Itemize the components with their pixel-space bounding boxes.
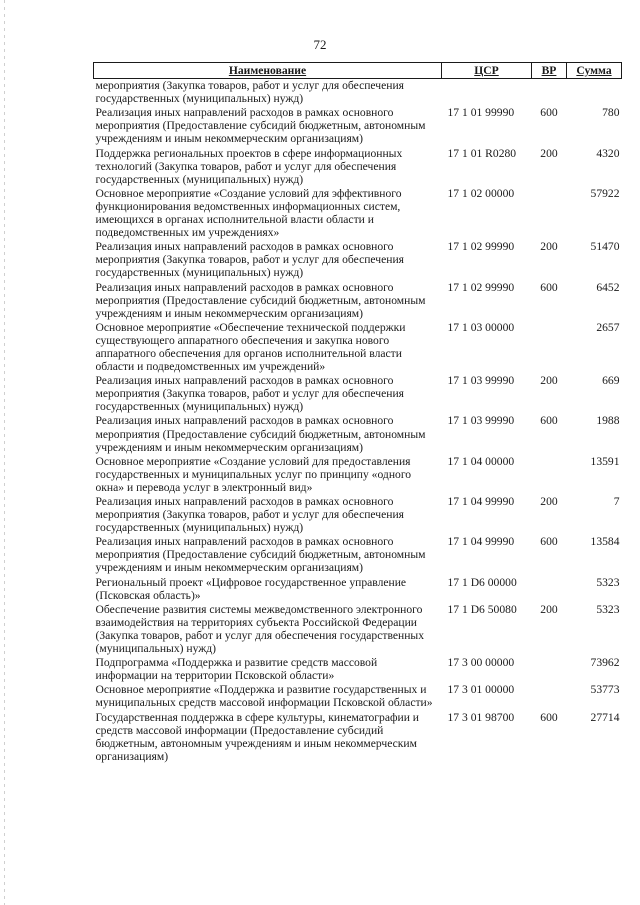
row-sum-cell: 73962 <box>590 656 620 670</box>
table-header-row <box>94 63 622 79</box>
row-vr-cell <box>532 656 567 683</box>
row-csr-cell: 17 1 04 00000 <box>447 454 515 468</box>
table-row <box>94 106 622 146</box>
row-csr-cell: 17 1 01 99990 <box>447 106 515 120</box>
row-sum-cell: 7 <box>613 495 620 508</box>
row-vr-cell <box>532 455 567 495</box>
row-vr-cell: 200 <box>540 374 558 388</box>
table-row <box>94 147 622 187</box>
scan-edge <box>4 0 5 905</box>
page-number: 72 <box>313 37 327 52</box>
row-name-cell: Обеспечение развития системы межведомственного электронного взаимодействия на территориях субъекта Российской Федерации (Закупка товаров, работ и услуг для обеспечения государственных (муниципальных) нужд) <box>95 602 424 656</box>
row-sum-cell <box>567 79 622 107</box>
row-sum-cell: 669 <box>602 374 620 388</box>
row-name-cell: Реализация иных направлений расходов в рамках основного мероприятия (Закупка товаров, работ и услуг для обеспечения государственных (муниципальных) нужд) <box>95 374 404 414</box>
row-name-cell: Подпрограмма «Поддержка и развитие средств массовой информации на территории Псковской области» <box>95 656 378 683</box>
header-vr: ВР <box>532 63 567 79</box>
row-sum-cell: 13591 <box>590 454 620 468</box>
row-csr-cell: 17 1 02 99990 <box>447 240 515 254</box>
row-name-cell: Основное мероприятие «Создание условий для предоставления государственных и муниципальных услуг по принципу «одного окна» и перевода услуг в электронный вид» <box>95 454 412 494</box>
budget-table <box>93 62 622 764</box>
row-csr-cell: 17 1 03 99990 <box>447 414 515 428</box>
row-name-cell: Основное мероприятие «Обеспечение технической поддержки существующего аппаратного обеспечения и закупка нового аппаратного обеспечения для органов исполнительной власти области и подведомственных им учреждений» <box>95 320 406 374</box>
row-csr-cell: 17 1 D6 00000 <box>447 575 517 589</box>
table-row <box>94 495 622 535</box>
row-vr-cell: 200 <box>540 146 558 160</box>
table-row <box>94 187 622 240</box>
row-csr-cell: 17 1 01 R0280 <box>447 146 517 160</box>
row-name-cell: Реализация иных направлений расходов в рамках основного мероприятия (Предоставление субсидий бюджетным, автономным учреждениям и иным некоммерческим организациям) <box>95 106 426 146</box>
table-row <box>94 656 622 683</box>
row-sum-cell: 5323 <box>596 575 620 589</box>
row-sum-cell: 780 <box>602 106 620 120</box>
row-sum-cell: 4320 <box>596 146 620 160</box>
row-csr-cell: 17 1 02 99990 <box>447 280 515 294</box>
row-vr-cell: 600 <box>540 535 558 549</box>
row-csr-cell: 17 1 D6 50080 <box>447 602 517 616</box>
table-row <box>94 576 622 603</box>
row-sum-cell: 27714 <box>590 710 620 724</box>
row-csr-cell: 17 1 04 99990 <box>447 495 515 508</box>
table-row <box>94 603 622 656</box>
row-sum-cell: 2657 <box>596 320 620 334</box>
row-vr-cell <box>532 683 567 710</box>
row-vr-cell: 600 <box>540 106 558 120</box>
row-name-cell: Региональный проект «Цифровое государственное управление (Псковская область)» <box>95 575 407 602</box>
row-csr-cell <box>442 79 532 107</box>
row-vr-cell: 200 <box>540 240 558 254</box>
table-row <box>94 240 622 280</box>
table-row <box>94 321 622 374</box>
row-csr-cell: 17 3 01 00000 <box>447 683 515 697</box>
row-sum-cell: 51470 <box>590 240 620 254</box>
row-name-cell: Основное мероприятие «Создание условий для эффективного функционирования ведомственных информационных систем, имеющихся в органах исполнительной власти области и подведомственных им учреждениях» <box>95 186 402 240</box>
row-name-cell: Реализация иных направлений расходов в рамках основного мероприятия (Предоставление субсидий бюджетным, автономным учреждениям и иным некоммерческим организациям) <box>95 280 426 320</box>
row-vr-cell: 600 <box>540 710 558 724</box>
row-csr-cell: 17 1 04 99990 <box>447 535 515 549</box>
row-name-cell: Реализация иных направлений расходов в рамках основного мероприятия (Предоставление субсидий бюджетным, автономным учреждениям и иным некоммерческим организациям) <box>95 535 426 575</box>
row-vr-cell: 200 <box>540 602 558 616</box>
row-sum-cell: 13584 <box>590 535 620 549</box>
row-name-cell: Поддержка региональных проектов в сфере информационных технологий (Закупка товаров, работ и услуг для обеспечения государственных (муниципальных) нужд) <box>95 146 403 186</box>
row-csr-cell: 17 1 03 00000 <box>447 320 515 334</box>
header-name: Наименование <box>94 63 442 79</box>
table-body <box>94 79 622 764</box>
row-sum-cell: 57922 <box>590 186 620 200</box>
table-row <box>94 535 622 575</box>
row-name-cell: Реализация иных направлений расходов в рамках основного мероприятия (Предоставление субсидий бюджетным, автономным учреждениям и иным некоммерческим организациям) <box>95 414 426 454</box>
row-sum-cell: 1988 <box>596 414 620 428</box>
row-sum-cell: 53773 <box>590 683 620 697</box>
row-csr-cell: 17 3 01 98700 <box>447 710 515 724</box>
row-vr-cell: 600 <box>540 280 558 294</box>
row-vr-cell <box>532 79 567 107</box>
table-row <box>94 683 622 710</box>
row-name-cell: мероприятия (Закупка товаров, работ и услуг для обеспечения государственных (муниципальных) нужд) <box>95 79 404 106</box>
header-sum: Сумма <box>567 63 622 79</box>
row-csr-cell: 17 1 02 00000 <box>447 186 515 200</box>
row-vr-cell: 600 <box>540 414 558 428</box>
table-row <box>94 455 622 495</box>
row-csr-cell: 17 3 00 00000 <box>447 656 515 670</box>
row-vr-cell <box>532 321 567 374</box>
table-row <box>94 414 622 454</box>
row-vr-cell: 200 <box>540 495 558 508</box>
table-row <box>94 374 622 414</box>
row-vr-cell <box>532 187 567 240</box>
table-row <box>94 711 622 764</box>
row-sum-cell: 6452 <box>596 280 620 294</box>
row-name-cell: Реализация иных направлений расходов в рамках основного мероприятия (Закупка товаров, работ и услуг для обеспечения государственных (муниципальных) нужд) <box>95 495 404 535</box>
row-name-cell: Основное мероприятие «Поддержка и развитие государственных и муниципальных средств массовой информации Псковской области» <box>95 683 433 710</box>
table-row <box>94 79 622 107</box>
row-csr-cell: 17 1 03 99990 <box>447 374 515 388</box>
row-sum-cell: 5323 <box>596 602 620 616</box>
table-row <box>94 281 622 321</box>
row-vr-cell <box>532 576 567 603</box>
row-name-cell: Реализация иных направлений расходов в рамках основного мероприятия (Закупка товаров, работ и услуг для обеспечения государственных (муниципальных) нужд) <box>95 240 404 280</box>
header-csr: ЦСР <box>442 63 532 79</box>
row-name-cell: Государственная поддержка в сфере культуры, кинематографии и средств массовой информации (Предоставление субсидий бюджетным, автономным учреждениям и иным некоммерческим организациям) <box>95 710 420 763</box>
